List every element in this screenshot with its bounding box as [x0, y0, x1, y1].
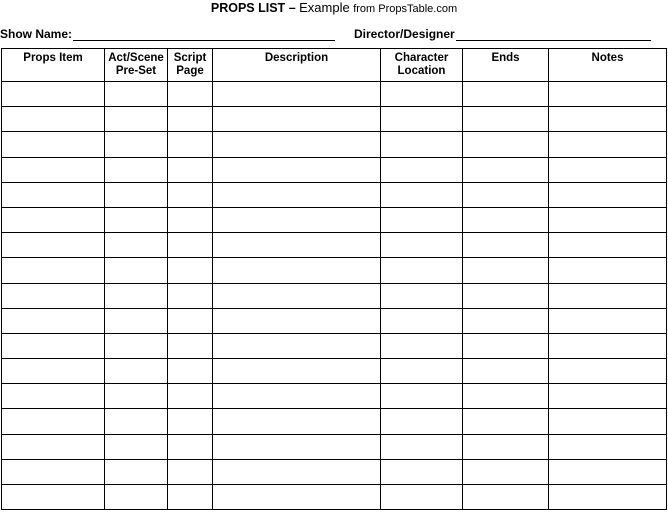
- document-title: [0, 0, 668, 17]
- table-cell[interactable]: [168, 207, 213, 232]
- table-cell[interactable]: [381, 409, 463, 434]
- table-cell[interactable]: [213, 182, 381, 207]
- table-cell[interactable]: [213, 233, 381, 258]
- table-cell[interactable]: [381, 359, 463, 384]
- title-dash: –: [288, 1, 296, 15]
- table-cell[interactable]: [168, 157, 213, 182]
- table-row: [2, 283, 667, 308]
- table-cell[interactable]: [213, 485, 381, 510]
- table-cell[interactable]: [2, 233, 105, 258]
- table-cell[interactable]: [168, 258, 213, 283]
- table-cell[interactable]: [381, 333, 463, 358]
- table-body: [2, 82, 667, 510]
- column-header-script-page: Script Page: [168, 49, 213, 82]
- table-cell[interactable]: [549, 207, 667, 232]
- table-cell[interactable]: [213, 434, 381, 459]
- table-cell[interactable]: [2, 359, 105, 384]
- table-cell[interactable]: [2, 384, 105, 409]
- table-cell[interactable]: [213, 132, 381, 157]
- table-cell[interactable]: [549, 434, 667, 459]
- table-cell[interactable]: [549, 485, 667, 510]
- table-cell[interactable]: [105, 283, 168, 308]
- table-cell[interactable]: [463, 359, 549, 384]
- table-cell[interactable]: [168, 384, 213, 409]
- table-cell[interactable]: [2, 283, 105, 308]
- table-cell[interactable]: [105, 308, 168, 333]
- table-cell[interactable]: [549, 182, 667, 207]
- table-cell[interactable]: [381, 182, 463, 207]
- table-cell[interactable]: [168, 283, 213, 308]
- table-cell[interactable]: [2, 485, 105, 510]
- table-cell[interactable]: [2, 459, 105, 484]
- table-cell[interactable]: [549, 233, 667, 258]
- table-cell[interactable]: [168, 333, 213, 358]
- table-cell[interactable]: [549, 132, 667, 157]
- table-cell[interactable]: [2, 82, 105, 107]
- table-cell[interactable]: [2, 333, 105, 358]
- column-header-props-item: Props Item: [2, 49, 105, 82]
- table-cell[interactable]: [168, 308, 213, 333]
- table-cell[interactable]: [168, 434, 213, 459]
- table-cell[interactable]: [2, 258, 105, 283]
- table-cell[interactable]: [463, 459, 549, 484]
- table-cell[interactable]: [168, 182, 213, 207]
- table-cell[interactable]: [105, 132, 168, 157]
- table-row: [2, 233, 667, 258]
- table-row: [2, 107, 667, 132]
- show-name-field[interactable]: [0, 27, 335, 41]
- table-cell[interactable]: [2, 107, 105, 132]
- table-cell[interactable]: [168, 132, 213, 157]
- table-cell[interactable]: [463, 434, 549, 459]
- table-cell[interactable]: [381, 157, 463, 182]
- table-cell[interactable]: [381, 258, 463, 283]
- table-cell[interactable]: [168, 409, 213, 434]
- table-cell[interactable]: [105, 434, 168, 459]
- table-cell[interactable]: [105, 207, 168, 232]
- table-cell[interactable]: [2, 182, 105, 207]
- table-cell[interactable]: [213, 333, 381, 358]
- table-cell[interactable]: [105, 384, 168, 409]
- table-cell[interactable]: [168, 233, 213, 258]
- column-header-act-scene: Act/Scene Pre-Set: [105, 49, 168, 82]
- table-cell[interactable]: [381, 459, 463, 484]
- show-name-line[interactable]: [73, 28, 335, 41]
- table-cell[interactable]: [549, 308, 667, 333]
- table-cell[interactable]: [463, 182, 549, 207]
- table-cell[interactable]: [463, 384, 549, 409]
- table-cell[interactable]: [105, 485, 168, 510]
- table-cell[interactable]: [381, 82, 463, 107]
- form-fields: [0, 27, 668, 43]
- table-cell[interactable]: [213, 207, 381, 232]
- table-cell[interactable]: [105, 359, 168, 384]
- director-designer-field[interactable]: [354, 27, 651, 41]
- table-row: [2, 384, 667, 409]
- table-cell[interactable]: [2, 308, 105, 333]
- table-cell[interactable]: [213, 258, 381, 283]
- table-cell[interactable]: [2, 409, 105, 434]
- table-cell[interactable]: [463, 82, 549, 107]
- table-cell[interactable]: [168, 359, 213, 384]
- table-row: [2, 359, 667, 384]
- table-cell[interactable]: [213, 308, 381, 333]
- show-name-label: Show Name:: [0, 27, 73, 41]
- table-cell[interactable]: [463, 409, 549, 434]
- table-cell[interactable]: [213, 459, 381, 484]
- table-cell[interactable]: [549, 459, 667, 484]
- table-row: [2, 333, 667, 358]
- table-cell[interactable]: [213, 107, 381, 132]
- table-cell[interactable]: [2, 132, 105, 157]
- table-cell[interactable]: [213, 384, 381, 409]
- table-cell[interactable]: [463, 207, 549, 232]
- props-table: [1, 48, 667, 510]
- table-cell[interactable]: [105, 233, 168, 258]
- table-cell[interactable]: [549, 258, 667, 283]
- table-row: [2, 485, 667, 510]
- table-row: [2, 82, 667, 107]
- table-row: [2, 308, 667, 333]
- table-cell[interactable]: [105, 333, 168, 358]
- director-designer-label: Director/Designer: [354, 27, 455, 41]
- table-cell[interactable]: [105, 107, 168, 132]
- table-cell[interactable]: [105, 157, 168, 182]
- table-cell[interactable]: [549, 283, 667, 308]
- table-row: [2, 258, 667, 283]
- title-main: PROPS LIST: [210, 1, 286, 15]
- table-cell[interactable]: [105, 82, 168, 107]
- table-cell[interactable]: [463, 283, 549, 308]
- title-example: Example: [299, 0, 350, 15]
- table-row: [2, 157, 667, 182]
- table-cell[interactable]: [168, 459, 213, 484]
- table-cell[interactable]: [381, 384, 463, 409]
- table-cell[interactable]: [381, 107, 463, 132]
- table-cell[interactable]: [549, 409, 667, 434]
- table-cell[interactable]: [168, 82, 213, 107]
- table-row: [2, 132, 667, 157]
- table-cell[interactable]: [168, 107, 213, 132]
- table-cell[interactable]: [105, 258, 168, 283]
- table-cell[interactable]: [549, 333, 667, 358]
- table-cell[interactable]: [463, 132, 549, 157]
- table-cell[interactable]: [549, 107, 667, 132]
- table-cell[interactable]: [549, 157, 667, 182]
- table-cell[interactable]: [213, 283, 381, 308]
- director-designer-line[interactable]: [456, 28, 651, 41]
- column-header-character-location: Character Location: [381, 49, 463, 82]
- table-cell[interactable]: [381, 233, 463, 258]
- table-cell[interactable]: [381, 207, 463, 232]
- table-row: [2, 459, 667, 484]
- table-row: [2, 207, 667, 232]
- table-cell[interactable]: [381, 132, 463, 157]
- table-cell[interactable]: [105, 182, 168, 207]
- title-source: from PropsTable.com: [353, 3, 458, 15]
- table-cell[interactable]: [2, 207, 105, 232]
- table-cell[interactable]: [549, 384, 667, 409]
- table-cell[interactable]: [105, 459, 168, 484]
- table-row: [2, 409, 667, 434]
- table-cell[interactable]: [105, 409, 168, 434]
- table-header-row: [2, 49, 667, 82]
- table-cell[interactable]: [381, 308, 463, 333]
- table-row: [2, 182, 667, 207]
- table-cell[interactable]: [463, 107, 549, 132]
- table-cell[interactable]: [213, 409, 381, 434]
- column-header-ends: Ends: [463, 49, 549, 82]
- table-cell[interactable]: [463, 308, 549, 333]
- table-cell[interactable]: [463, 485, 549, 510]
- table-cell[interactable]: [381, 485, 463, 510]
- column-header-notes: Notes: [549, 49, 667, 82]
- table-cell[interactable]: [381, 283, 463, 308]
- column-header-description: Description: [213, 49, 381, 82]
- table-cell[interactable]: [213, 359, 381, 384]
- table-cell[interactable]: [463, 333, 549, 358]
- table-cell[interactable]: [2, 157, 105, 182]
- table-row: [2, 434, 667, 459]
- table-cell[interactable]: [549, 359, 667, 384]
- table-cell[interactable]: [549, 82, 667, 107]
- table-cell[interactable]: [168, 485, 213, 510]
- table-cell[interactable]: [213, 157, 381, 182]
- table-cell[interactable]: [463, 157, 549, 182]
- table-cell[interactable]: [463, 258, 549, 283]
- table-cell[interactable]: [381, 434, 463, 459]
- table-cell[interactable]: [2, 434, 105, 459]
- table-cell[interactable]: [463, 233, 549, 258]
- table-cell[interactable]: [213, 82, 381, 107]
